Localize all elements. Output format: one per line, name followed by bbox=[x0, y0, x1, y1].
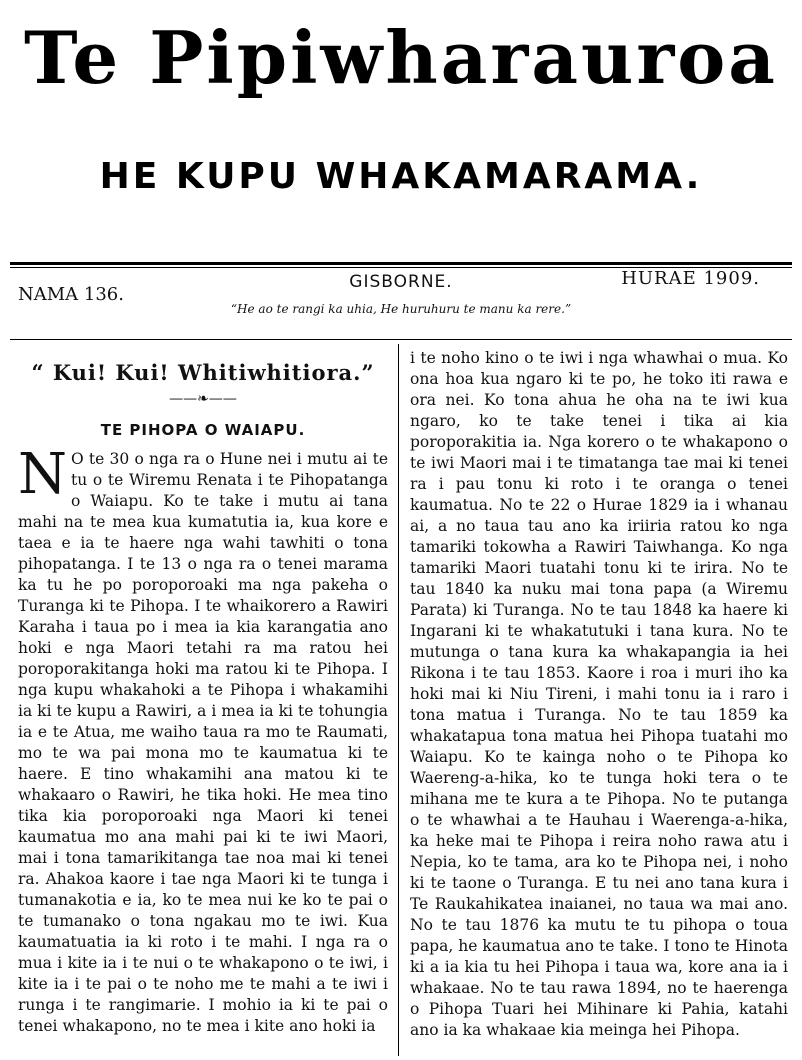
article-title: “ Kui! Kui! Whitiwhitiora.” bbox=[31, 360, 375, 385]
issue-motto: “He ao te rangi ka uhia, He huruhuru te manu ka rere.” bbox=[230, 302, 572, 316]
page-subtitle: HE KUPU WHAKAMARAMA. bbox=[99, 156, 703, 197]
issue-date: HURAE 1909. bbox=[621, 268, 760, 289]
article-text-right: i te noho kino o te iwi i nga whawhai o mua. Ko ona hoa kua ngaro ki te po, he toko iti rawa e ora nei. Ko tona ahua he oha na te iwi kua ngaro, ko te take tenei i tika ai kia poroporakitia ia. Nga korero o te whakapono o te iwi Maori mai i te timatanga tae mai ki tenei ra i pau tonu ki roto i te oranga o tenei kaumatua. No te 22 o Hurae 1829 ia i whanau ai, a no taua tau ano ka iriiria ratou ko nga tamariki tokowha a Rawiri Taiwhanga. Ko nga tamariki Maori tuatahi tonu ki te irira. No te tau 1840 ka nuku mai tona papa (a Wiremu Parata) ki Turanga. No te tau 1848 ka haere ki Ingarani ki te whakatutuki i tana kura. No te mutunga o tana kura ka whakapangia ia hei Rikona i te tau 1853. Kaore i roa i muri iho ka hoki mai ki Niu Tireni, i mahi tonu ia i raro i tona matua i Turanga. No te tau 1859 ka whakatapua tona matua hei Pihopa tuatahi mo Waiapu. Ko te kainga noho o te Pihopa ko Waereng-a-hika, ko te tunga hoki tera o te mihana me te kura a te Pihopa. No te putanga o te whawhai a te Hauhau i Waerenga-a-hika, ka heke mai te Pihopa i reira noho rawa atu i Nepia, ko te tama, ara ko te Pihopa nei, i noho ki te taone o Turanga. E tu nei ano tana kura i Te Raukahikatea inaianei, no taua wa mai ano. No te tau 1876 ka mutu te tu pihopa o toua papa, he kaumatua ano te take. I tono te Hinota ki a ia kia tu hei Pihopa i taua wa, kore ana ia i whakaae. No te tau rawa 1894, no te haerenga o Pihopa Tuari hei Mihinare ki Pahia, katahi ano ia ka whakaae kia meinga hei Pihopa. bbox=[410, 349, 788, 1039]
article-text-left: O te 30 o nga ra o Hune nei i mutu ai te tu o te Wiremu Renata i te Pihopatanga o Waiapu. Ko te take i mutu ai tana mahi na te mea kua kumatutia ia, kua kore e taea e ia te haere nga wahi tawhiti o tona pihopatanga. I te 13 o nga ra o tenei marama ka tu he po poroporoaki ma nga pakeha o Turanga ki te Pihopa. I te whaikorero a Rawiri Karaha i taua po i mea ia kia karangatia ano hoki e nga Maori tetahi ra ma ratou hei poroporakitanga hoki ma ratou ki te Pihopa. I nga kupu whakahoki a te Pihopa i whakamihi ia ki te kupu a Rawiri, a i mea ia ki te tohungia ia e te Atua, me waiho taua ra mo te Raumati, mo te wa pai mona mo te kaumatua ki te haere. E tino whakamihi ana matou ki te whakaaro o Rawiri, he tika hoki. He mea tino tika kia poroporoaki nga Maori ki tenei kaumatua mo ana mahi pai ki te iwi Maori, mai i tona tamarikitanga tae noa mai ki tenei ra. Ahakoa kaore i tae nga Maori ki te tunga i tumanakotia e ia, ko te mea nui ke ko te pai o te tumanako o tona ngakau mo te iwi. Kua kaumatuatia ia ki roto i te mahi. I nga ra o mua i kite ia i te nui o te whakapono o te iwi, i kite ia i te pai o te noho me te mahi a te iwi i runga i te rangimarie. I mohio ia ki te pai o tenei whakapono, no te mea i kite ano hoki ia bbox=[18, 450, 388, 1035]
masthead-bottom-rule bbox=[10, 339, 792, 340]
column-left bbox=[18, 348, 388, 1037]
drop-cap: N bbox=[18, 442, 67, 507]
ornament-divider: ——❧—— bbox=[169, 391, 237, 407]
header-rule bbox=[10, 262, 792, 265]
issue-number: NAMA 136. bbox=[18, 284, 124, 305]
column-divider bbox=[398, 344, 399, 1056]
article-body-left bbox=[18, 442, 388, 1037]
column-right bbox=[410, 348, 788, 1041]
masthead-title: Te Pipiwharauroa bbox=[24, 15, 778, 100]
issue-place: GISBORNE. bbox=[349, 272, 453, 292]
section-heading: TE PIHOPA O WAIAPU. bbox=[100, 421, 306, 439]
